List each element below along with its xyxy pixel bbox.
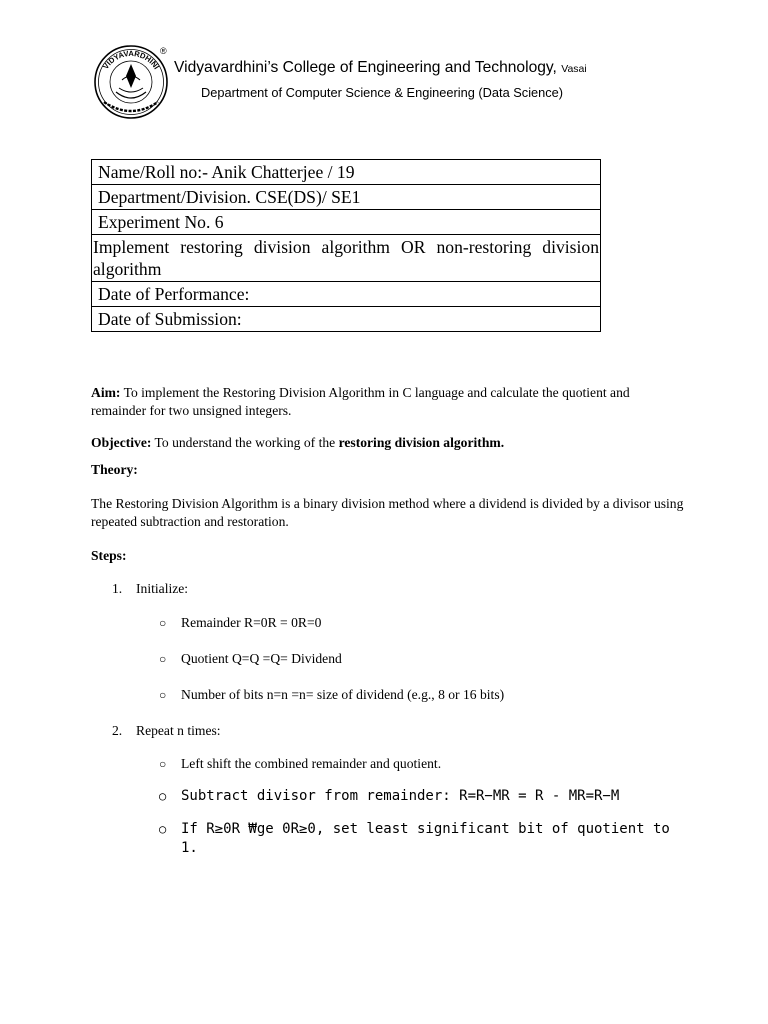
bullet-circle-icon: ○ xyxy=(159,822,167,836)
experiment-number-cell: Experiment No. 6 xyxy=(92,210,601,235)
list-item: ○ Quotient Q=Q =Q= Dividend xyxy=(159,651,342,666)
list-item: ○ Left shift the combined remainder and quotient. xyxy=(159,756,442,771)
bullet-circle-icon: ○ xyxy=(159,616,167,630)
theory-paragraph: The Restoring Division Algorithm is a binary division method where a dividend is divided by a divisor using repeated subtraction and restoration. xyxy=(91,496,684,529)
step2-sublist xyxy=(91,755,686,858)
step-title: Initialize: xyxy=(136,581,189,596)
objective-text: To understand the working of the xyxy=(151,435,339,450)
bullet-circle-icon: ○ xyxy=(159,688,167,702)
theory-heading: Theory: xyxy=(91,462,138,477)
department-name: Department of Computer Science & Engineering (Data Science) xyxy=(201,85,564,100)
document-body xyxy=(91,384,686,872)
college-city: Vasai xyxy=(561,63,587,75)
list-item: ○ Subtract divisor from remainder: R=R−MR = R - MR=R−M xyxy=(159,788,620,804)
table-row xyxy=(92,235,601,282)
list-item: ○ Number of bits n=n =n= size of dividend (e.g., 8 or 16 bits) xyxy=(159,687,505,702)
step-title: Repeat n times: xyxy=(136,723,221,738)
table-row xyxy=(92,282,601,307)
aim-paragraph xyxy=(91,384,686,420)
objective-paragraph xyxy=(91,434,686,452)
table-row xyxy=(92,307,601,332)
date-of-submission-cell: Date of Submission: xyxy=(92,307,601,332)
aim-label: Aim: xyxy=(91,385,121,400)
table-row xyxy=(92,210,601,235)
objective-label: Objective: xyxy=(91,435,152,450)
experiment-title-cell: Implement restoring division algorithm OR non-restoring division algorithm xyxy=(92,235,601,282)
list-item: ○ If R≥0R ₩ge 0R≥0, set least significant bit of quotient to 1. xyxy=(159,821,670,856)
aim-text: To implement the Restoring Division Algorithm in C language and calculate the quotient and remainder for two unsigned integers. xyxy=(91,385,630,418)
name-roll-cell: Name/Roll no:- Anik Chatterjee / 19 xyxy=(92,160,601,185)
table-row xyxy=(92,185,601,210)
objective-emphasis: restoring division algorithm. xyxy=(338,435,505,450)
step1-sublist xyxy=(91,614,686,704)
bullet-circle-icon: ○ xyxy=(159,652,167,666)
list-item: ○ Remainder R=0R = 0R=0 xyxy=(159,615,322,630)
registered-mark: ® xyxy=(160,46,167,56)
step-number: 2. xyxy=(112,723,123,738)
list-item xyxy=(91,580,686,704)
department-division-cell: Department/Division. CSE(DS)/ SE1 xyxy=(92,185,601,210)
bullet-circle-icon: ○ xyxy=(159,789,167,803)
table-row xyxy=(92,160,601,185)
step-number: 1. xyxy=(112,581,123,596)
college-name: Vidyavardhini’s College of Engineering and Technology, Vasai xyxy=(174,59,587,76)
college-header xyxy=(90,44,690,120)
list-item xyxy=(91,722,686,858)
date-of-performance-cell: Date of Performance: xyxy=(92,282,601,307)
steps-list xyxy=(91,580,686,858)
experiment-info-table xyxy=(91,159,601,332)
steps-heading: Steps: xyxy=(91,548,127,563)
svg-text:VIDYAVARDHINI: VIDYAVARDHINI xyxy=(101,48,162,71)
bullet-circle-icon: ○ xyxy=(159,757,167,771)
